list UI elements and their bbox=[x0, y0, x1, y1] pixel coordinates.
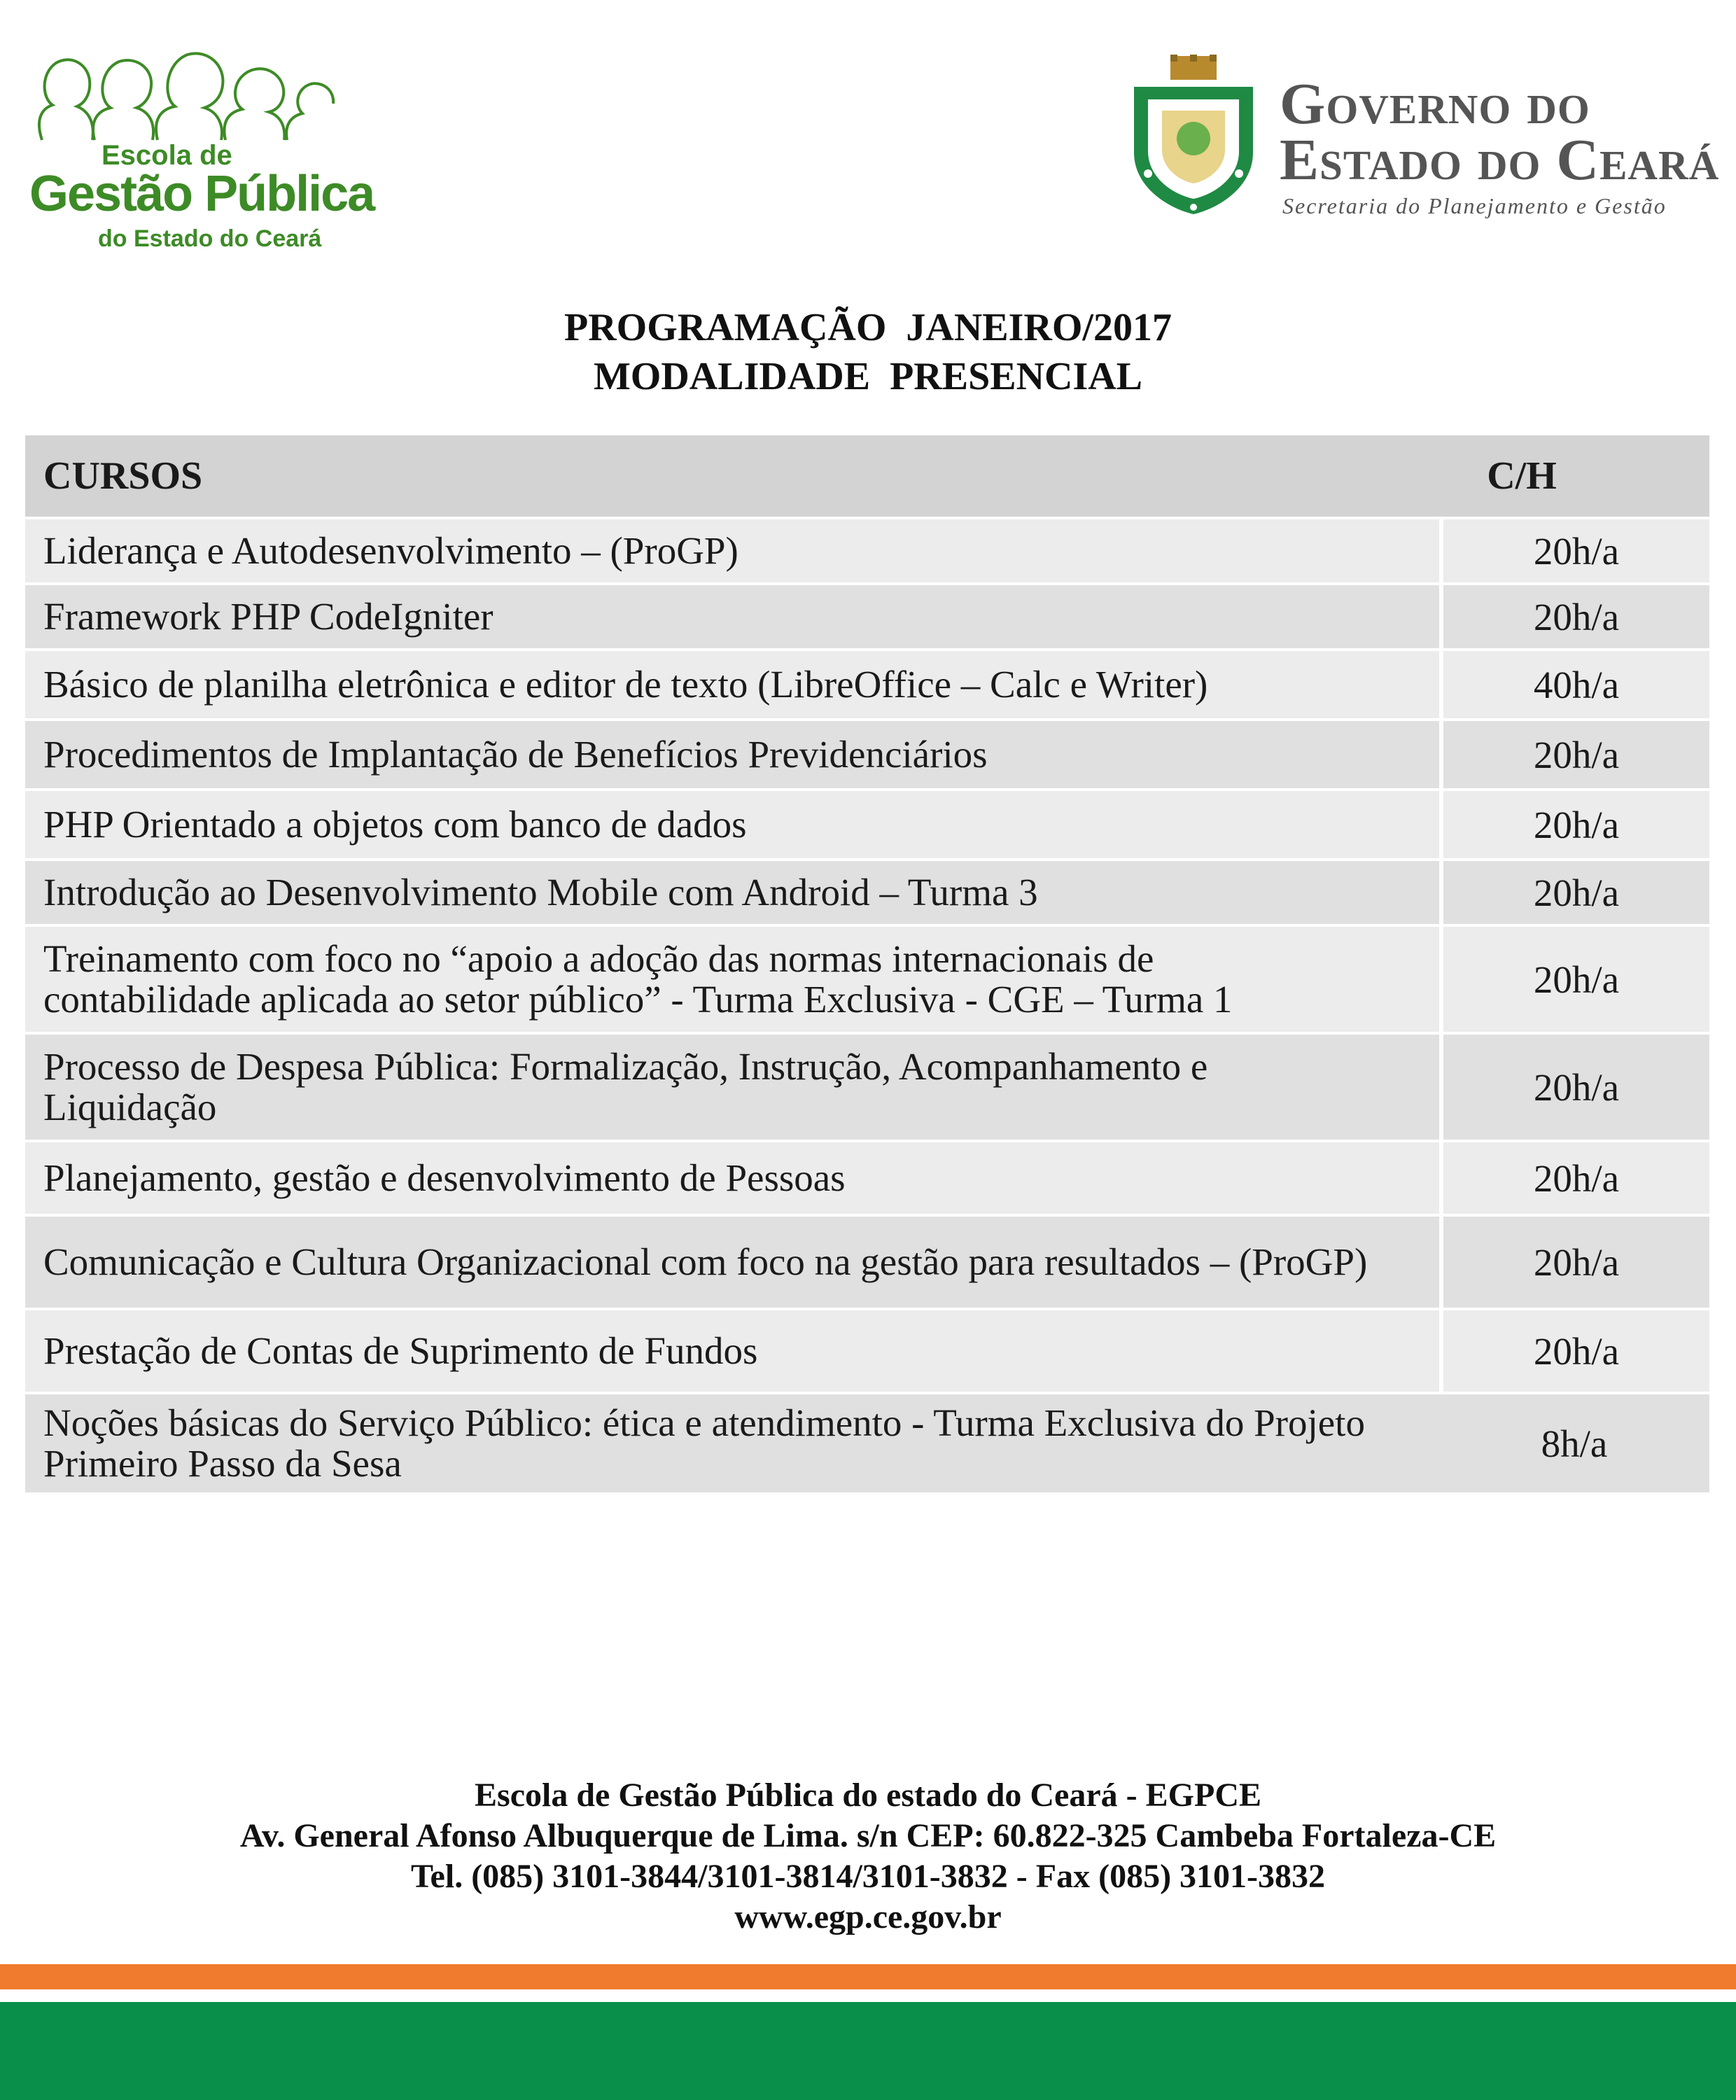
course-hours: 20h/a bbox=[1439, 1142, 1709, 1214]
course-name: Comunicação e Cultura Organizacional com foco na gestão para resultados – (ProGP) bbox=[43, 1240, 1368, 1283]
course-name: Processo de Despesa Pública: Formalização, Instrução, Acompanhamento e Liquidação bbox=[43, 1045, 1208, 1128]
footer-institution: Escola de Gestão Pública do estado do Ceará - EGPCE bbox=[475, 1777, 1261, 1814]
course-hours: 20h/a bbox=[1439, 861, 1709, 924]
course-name: Procedimentos de Implantação de Benefícios Previdenciários bbox=[43, 733, 988, 776]
egp-logo-line1: Escola de bbox=[102, 140, 232, 171]
course-hours: 20h/a bbox=[1439, 927, 1709, 1032]
course-name: Treinamento com foco no “apoio a adoção das normas internacionais de contabilidade aplicada ao setor público” - Turma Exclusiva - CGE – Turma 1 bbox=[43, 937, 1233, 1021]
footer-contact bbox=[0, 1775, 1736, 1938]
state-crest-icon bbox=[1127, 55, 1260, 216]
course-name: Noções básicas do Serviço Público: ética e atendimento - Turma Exclusiva do Projeto Primeiro Passo da Sesa bbox=[43, 1401, 1365, 1485]
table-row bbox=[25, 1394, 1709, 1495]
footer-phone: Tel. (085) 3101-3844/3101-3814/3101-3832 - Fax (085) 3101-3832 bbox=[410, 1858, 1326, 1895]
governo-logo-line1: Governo do bbox=[1280, 71, 1590, 136]
course-hours: 20h/a bbox=[1439, 791, 1709, 858]
course-name: Introdução ao Desenvolvimento Mobile com Android – Turma 3 bbox=[43, 871, 1038, 913]
course-name: Planejamento, gestão e desenvolvimento de Pessoas bbox=[43, 1156, 846, 1199]
table-row bbox=[25, 927, 1709, 1035]
course-hours: 40h/a bbox=[1439, 651, 1709, 718]
table-header-row bbox=[25, 435, 1709, 519]
course-hours: 20h/a bbox=[1439, 1035, 1709, 1140]
course-hours: 20h/a bbox=[1439, 721, 1709, 788]
footer-stripe-green bbox=[0, 2002, 1736, 2100]
course-name: Framework PHP CodeIgniter bbox=[43, 595, 493, 638]
table-row bbox=[25, 1310, 1709, 1394]
people-silhouette-icon bbox=[28, 42, 336, 147]
table-row bbox=[25, 861, 1709, 927]
footer-website-link[interactable]: www.egp.ce.gov.br bbox=[734, 1898, 1002, 1935]
egp-logo-line2: Gestão Pública bbox=[29, 166, 374, 222]
table-row bbox=[25, 519, 1709, 585]
column-header-courses: CURSOS bbox=[43, 454, 203, 498]
table-row bbox=[25, 585, 1709, 651]
table-row bbox=[25, 721, 1709, 791]
course-hours: 20h/a bbox=[1439, 1310, 1709, 1392]
egp-logo bbox=[28, 42, 374, 252]
course-hours: 20h/a bbox=[1439, 519, 1709, 582]
governo-logo-line2: Estado do Ceará bbox=[1280, 127, 1720, 192]
course-name: Básico de planilha eletrônica e editor de texto (LibreOffice – Calc e Writer) bbox=[43, 663, 1208, 706]
course-hours: 8h/a bbox=[1541, 1422, 1608, 1465]
table-row bbox=[25, 651, 1709, 721]
course-hours: 20h/a bbox=[1439, 1217, 1709, 1308]
footer-stripe-orange bbox=[0, 1964, 1736, 1989]
table-row bbox=[25, 1142, 1709, 1217]
column-header-hours: C/H bbox=[1487, 454, 1557, 498]
course-name: Prestação de Contas de Suprimento de Fundos bbox=[43, 1329, 758, 1372]
course-table bbox=[25, 435, 1709, 1495]
course-name: Liderança e Autodesenvolvimento – (ProGP) bbox=[43, 529, 738, 572]
table-row bbox=[25, 1035, 1709, 1142]
page-subtitle: MODALIDADE PRESENCIAL bbox=[593, 355, 1143, 398]
egp-logo-line3: do Estado do Ceará bbox=[98, 225, 322, 252]
governo-logo-subtitle: Secretaria do Planejamento e Gestão bbox=[1282, 193, 1667, 218]
governo-logo bbox=[1127, 55, 1720, 223]
course-hours: 20h/a bbox=[1439, 585, 1709, 648]
table-row bbox=[25, 791, 1709, 861]
table-row bbox=[25, 1217, 1709, 1310]
page-title: PROGRAMAÇÃO JANEIRO/2017 bbox=[564, 306, 1172, 349]
course-name: PHP Orientado a objetos com banco de dados bbox=[43, 803, 747, 846]
footer-address: Av. General Afonso Albuquerque de Lima. s/n CEP: 60.822-325 Cambeba Fortaleza-CE bbox=[239, 1817, 1497, 1854]
